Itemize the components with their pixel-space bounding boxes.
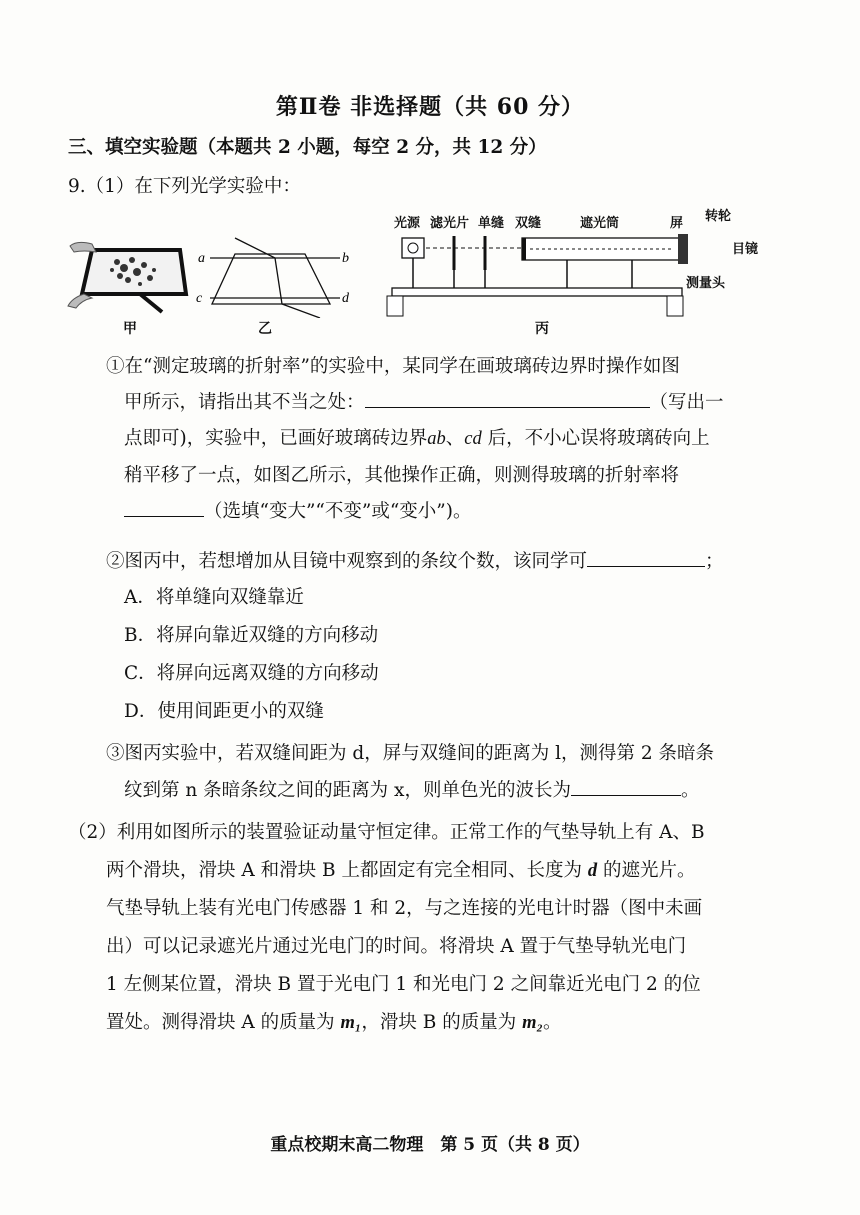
label-a: a [198,251,205,266]
q9-2-line4: 出）可以记录遮光片通过光电门的时间。将滑块 A 置于气垫导轨光电门 [106,936,687,957]
q9-part1-line3-tail: 后，不小心误将玻璃砖向上 [481,428,710,449]
var-d: d [587,861,598,881]
q9-part3-text: 纹到第 n 条暗条纹之间的距离为 x，则单色光的波长为 [124,780,571,801]
q9-part3-line2 [124,776,700,802]
label-double-slit: 双缝 [515,216,542,231]
figure-jia [62,232,192,314]
q9-2-line2-text: 两个滑块，滑块 A 和滑块 B 上都固定有完全相同、长度为 [106,860,588,881]
label-shade-tube: 遮光筒 [580,216,620,231]
var-ab: ab [427,429,446,449]
answer-blank-3[interactable] [587,548,705,567]
q9-part1-line3 [124,424,710,450]
figure-bing-label: 丙 [535,321,549,337]
q9-part1-line3-sep: 、 [445,428,465,449]
figure-yi [190,236,360,318]
figure-bing [382,228,692,320]
q9-part1-line4: 稍平移了一点，如图乙所示，其他操作正确，则测得玻璃的折射率将 [124,465,680,486]
q9-2-line6-mid: ，滑块 B 的质量为 [361,1012,523,1033]
label-screen: 屏 [670,216,684,231]
q9-2-line6-text: 置处。测得滑块 A 的质量为 [106,1012,341,1033]
page-footer: 重点校期末高二物理 第 5 页（共 8 页） [270,1135,590,1155]
label-filter: 滤光片 [430,216,470,231]
label-b: b [342,251,349,266]
label-light-source: 光源 [394,216,421,231]
q9-2-line6-end: 。 [542,1012,562,1033]
label-eyepiece: 目镜 [732,242,759,257]
answer-blank-4[interactable] [571,777,681,796]
figure-jia-label: 甲 [123,321,137,337]
answer-blank-2[interactable] [124,498,204,517]
q9-2-line2-tail: 的遮光片。 [597,860,696,881]
q9-part3-end: 。 [681,780,700,801]
q9-part1-line3-text: 点即可)，实验中，已画好玻璃砖边界 [124,428,428,449]
q9-part2-line [106,547,724,573]
label-measuring-head: 测量头 [686,276,726,291]
answer-blank-1[interactable] [365,389,650,408]
q9-part3-line1: ③图丙实验中，若双缝间距为 d，屏与双缝间的距离为 l，测得第 2 条暗条 [106,743,715,764]
var-cd: cd [464,429,482,449]
q9-part1-line2-tail: （写出一 [649,392,724,413]
option-b: B．将屏向靠近双缝的方向移动 [124,625,379,646]
question-9-intro: 9.（1）在下列光学实验中： [68,176,301,197]
q9-part1-line1: ①在“测定玻璃的折射率”的实验中，某同学在画玻璃砖边界时操作如图 [106,356,680,377]
option-d: D．使用间距更小的双缝 [124,701,324,722]
q9-2-line1: （2）利用如图所示的装置验证动量守恒定律。正常工作的气垫导轨上有 A、B [68,822,705,843]
option-a: A．将单缝向双缝靠近 [124,587,304,608]
label-single-slit: 单缝 [478,216,505,231]
q9-part1-line5 [124,497,471,523]
q9-2-line6 [106,1008,561,1034]
q9-2-line5: 1 左侧某位置，滑块 B 置于光电门 1 和光电门 2 之间靠近光电门 2 的位 [106,974,701,995]
label-c: c [196,291,203,306]
q9-part1-line2 [124,388,724,414]
var-m2: m₂ [522,1013,543,1033]
page-title: 第Ⅱ卷 非选择题（共 60 分） [275,94,585,120]
figure-yi-label: 乙 [258,321,272,337]
q9-part2-end: ； [705,551,724,572]
q9-part1-line5-text: （选填“变大”“不变”或“变小”)。 [204,501,472,522]
label-wheel: 转轮 [705,209,732,224]
section-heading: 三、填空实验题（本题共 2 小题，每空 2 分，共 12 分） [68,137,547,158]
q9-part2-text: ②图丙中，若想增加从目镜中观察到的条纹个数，该同学可 [106,551,588,572]
q9-part1-line2-text: 甲所示，请指出其不当之处： [124,392,365,413]
q9-2-line2 [106,856,696,882]
var-m1: m₁ [340,1013,362,1033]
option-c: C．将屏向远离双缝的方向移动 [124,663,379,684]
q9-2-line3: 气垫导轨上装有光电门传感器 1 和 2，与之连接的光电计时器（图中未画 [106,898,703,919]
label-d: d [342,291,349,306]
